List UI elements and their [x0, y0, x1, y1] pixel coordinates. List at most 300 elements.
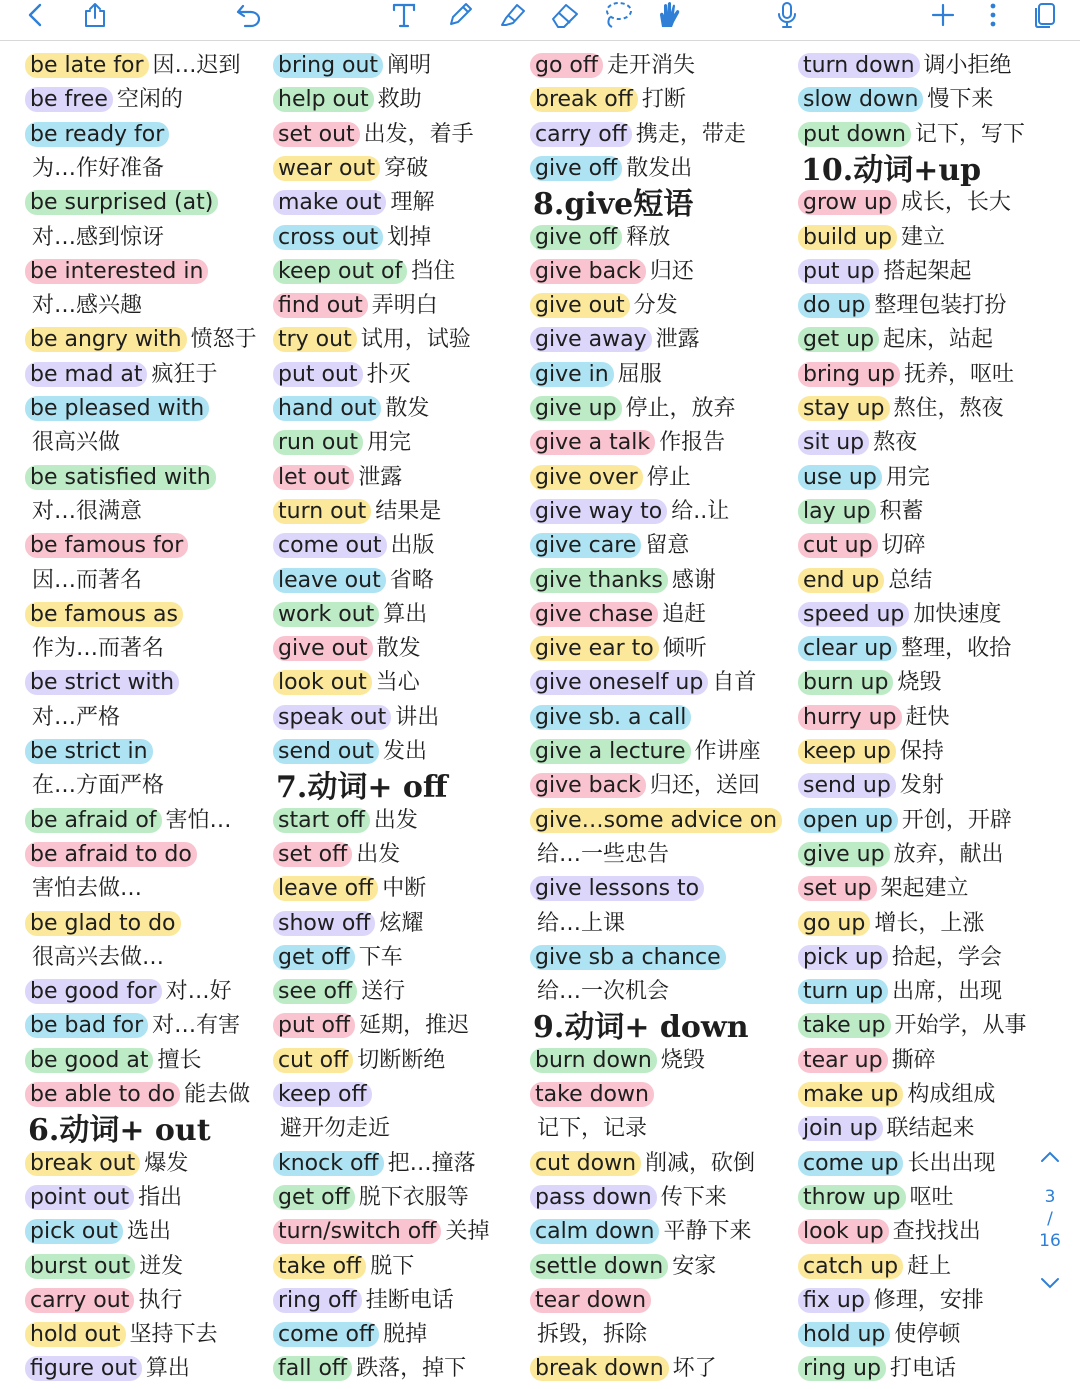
phrase-row	[276, 291, 438, 323]
phrase-row	[28, 154, 164, 186]
phrase-row	[801, 874, 969, 906]
translation-text: 用完	[366, 430, 411, 456]
translation-text: 赶快	[905, 704, 950, 730]
phrase-row	[533, 771, 760, 803]
translation-text: 扑灭	[366, 361, 411, 387]
phrase-text: get off	[273, 1185, 355, 1210]
phrase-text: hold out	[25, 1322, 126, 1347]
phrase-text: pick up	[798, 945, 888, 970]
phrase-row	[28, 1080, 250, 1112]
phrase-text: give away	[530, 327, 652, 352]
phrase-text: give out	[273, 636, 373, 661]
phrase-text: ring off	[273, 1288, 362, 1313]
phrase-row	[28, 1320, 218, 1352]
phrase-row	[533, 1354, 717, 1386]
phrase-row	[276, 1080, 372, 1112]
phrase-row	[28, 497, 142, 529]
chevron-down-icon[interactable]	[1038, 1274, 1062, 1292]
translation-text: 开创，开辟	[901, 807, 1012, 833]
phrase-row	[801, 85, 993, 117]
page-total: 16	[1039, 1231, 1061, 1251]
phrase-text: set out	[273, 122, 360, 147]
phrase-row	[533, 291, 678, 323]
phrase-row	[533, 257, 694, 289]
phrase-text: be pleased with	[25, 396, 209, 421]
phrase-row	[276, 1114, 390, 1146]
phrase-row	[533, 874, 704, 906]
phrase-row	[801, 909, 984, 941]
phrase-text: keep up	[798, 739, 896, 764]
phrase-row	[28, 943, 164, 975]
phrase-row	[533, 1183, 727, 1215]
translation-text: 很高兴做	[32, 430, 121, 456]
translation-text: 讲出	[395, 704, 440, 730]
phrase-row	[28, 566, 142, 598]
phrase-text: take off	[273, 1254, 366, 1279]
translation-text: 慢下来	[927, 87, 994, 113]
translation-text: 烧毁	[897, 670, 942, 696]
phrase-row	[533, 394, 736, 426]
phrase-row	[28, 1217, 171, 1249]
phrase-text: give ear to	[530, 636, 659, 661]
translation-text: 架起建立	[880, 876, 969, 902]
translation-text: 把…撞落	[387, 1150, 476, 1176]
phrase-text: clear up	[798, 636, 897, 661]
phrase-row	[28, 668, 179, 700]
translation-text: 分发	[633, 293, 678, 319]
phrase-text: put off	[273, 1013, 355, 1038]
phrase-text: tear down	[530, 1288, 651, 1313]
phrase-text: take up	[798, 1013, 891, 1038]
page-indicator	[1030, 1140, 1070, 1320]
translation-text: 归还	[649, 258, 694, 284]
phrase-row	[276, 874, 426, 906]
phrase-row	[801, 600, 1001, 632]
phrase-text: give over	[530, 465, 643, 490]
phrase-row	[276, 566, 434, 598]
translation-text: 长出出现	[907, 1150, 996, 1176]
phrase-row	[276, 85, 422, 117]
translation-text: 整理包装打扮	[874, 293, 1007, 319]
phrase-row	[28, 840, 197, 872]
translation-text: 修理，安排	[873, 1287, 984, 1313]
phrase-row	[276, 806, 418, 838]
translation-text: 停止	[646, 464, 691, 490]
phrase-row	[276, 977, 405, 1009]
phrase-row	[28, 874, 142, 906]
phrase-row	[28, 291, 142, 323]
phrase-row	[801, 806, 1012, 838]
translation-text: 削减，砍倒	[645, 1150, 756, 1176]
phrase-row	[533, 1080, 654, 1112]
pen-icon[interactable]	[442, 0, 478, 30]
phrase-row	[533, 531, 689, 563]
phrase-row	[533, 840, 669, 872]
phrase-text: be angry with	[25, 327, 187, 352]
phrase-text: hold up	[798, 1322, 890, 1347]
phrase-row	[533, 943, 726, 975]
translation-text: 起床，站起	[883, 327, 994, 353]
phrase-text: give up	[530, 396, 622, 421]
phrase-row	[276, 120, 474, 152]
phrase-text: fix up	[798, 1288, 870, 1313]
phrase-row	[276, 909, 423, 941]
phrase-text: be bad for	[25, 1013, 148, 1038]
phrase-row	[28, 1149, 188, 1181]
translation-text: 对…好	[165, 979, 232, 1005]
translation-text: 构成组成	[907, 1082, 996, 1107]
phrase-row	[276, 634, 421, 666]
phrase-row	[533, 1320, 647, 1352]
translation-text: 携走，带走	[635, 121, 746, 147]
phrase-text: give lessons to	[530, 876, 704, 901]
page-separator: /	[1047, 1209, 1053, 1229]
phrase-text: be famous for	[25, 533, 188, 558]
phrase-text: break out	[25, 1151, 140, 1176]
phrase-row	[801, 531, 926, 563]
phrase-text: ring up	[798, 1356, 886, 1381]
mic-icon[interactable]	[772, 0, 802, 30]
phrase-row	[533, 1252, 716, 1284]
phrase-text: give back	[530, 259, 646, 284]
phrase-text: be afraid to do	[25, 842, 197, 867]
phrase-text: take down	[530, 1082, 654, 1107]
phrase-row	[801, 325, 993, 357]
phrase-text: burn up	[798, 670, 893, 695]
phrase-row	[28, 360, 218, 392]
phrase-text: lay up	[798, 499, 876, 524]
phrase-row	[533, 463, 691, 495]
translation-text: 理解	[390, 190, 435, 216]
phrase-row	[28, 531, 188, 563]
translation-text: 脱下衣服等	[358, 1184, 469, 1210]
phrase-text: be glad to do	[25, 911, 181, 936]
toolbar	[0, 0, 1080, 41]
phrase-text: cut up	[798, 533, 878, 558]
translation-text: 指出	[138, 1184, 183, 1210]
translation-text: 延期，推迟	[359, 1013, 470, 1039]
phrase-row	[533, 325, 700, 357]
translation-text: 给…一次机会	[537, 979, 670, 1005]
translation-text: 散发	[385, 396, 430, 421]
phrase-text: grow up	[798, 190, 897, 215]
translation-text: 安家	[672, 1253, 717, 1279]
translation-text: 切断断绝	[357, 1047, 446, 1073]
phrase-row	[276, 1354, 466, 1386]
phrase-row	[533, 1114, 647, 1146]
translation-text: 试用，试验	[360, 327, 471, 353]
phrase-text: cut down	[530, 1151, 641, 1176]
phrase-row	[801, 1286, 984, 1318]
back-icon[interactable]	[20, 0, 52, 30]
phrase-text: speed up	[798, 602, 909, 627]
translation-text: 停止，放弃	[625, 396, 736, 421]
translation-text: 选出	[126, 1219, 171, 1245]
translation-text: 作报告	[659, 430, 726, 456]
chevron-up-icon[interactable]	[1038, 1148, 1062, 1166]
translation-text: 平静下来	[663, 1219, 752, 1245]
translation-text: 发出	[382, 739, 427, 764]
phrase-text: send up	[798, 773, 896, 798]
translation-text: 倾听	[662, 636, 707, 662]
phrase-text: burst out	[25, 1254, 135, 1279]
translation-text: 查找找出	[892, 1219, 981, 1245]
phrase-row	[801, 943, 1002, 975]
translation-text: 害怕去做…	[32, 876, 143, 902]
phrase-text: run out	[273, 430, 363, 455]
section-heading: 9.动词+ down	[533, 1010, 749, 1046]
translation-text: 屈服	[617, 361, 662, 387]
phrase-text: send out	[273, 739, 379, 764]
phrase-row	[533, 668, 756, 700]
phrase-text: get off	[273, 945, 355, 970]
phrase-row	[801, 668, 941, 700]
translation-text: 空闲的	[116, 87, 183, 113]
phrase-text: be strict in	[25, 739, 153, 764]
phrase-row	[533, 1149, 755, 1181]
phrase-text: leave out	[273, 568, 386, 593]
phrase-row	[533, 1286, 651, 1318]
phrase-text: give out	[530, 293, 630, 318]
translation-text: 划掉	[387, 224, 432, 250]
translation-text: 对…很满意	[32, 498, 143, 524]
translation-text: 给…一些忠告	[537, 841, 670, 867]
phrase-row	[533, 634, 707, 666]
phrase-row	[276, 1320, 427, 1352]
phrase-text: wear out	[273, 156, 380, 181]
phrase-text: throw up	[798, 1185, 906, 1210]
translation-text: 害怕…	[165, 807, 232, 833]
pages-icon[interactable]	[1028, 0, 1062, 30]
phrase-row	[533, 428, 725, 460]
phrase-text: give sb a chance	[530, 945, 726, 970]
phrase-row	[801, 977, 1002, 1009]
translation-text: 脱掉	[383, 1322, 428, 1348]
phrase-text: be surprised (at)	[25, 190, 218, 215]
phrase-row	[276, 257, 455, 289]
phrase-row	[801, 291, 1006, 323]
hand-icon[interactable]	[652, 0, 686, 30]
translation-text: 疯狂于	[151, 361, 218, 387]
translation-text: 成长，长大	[900, 190, 1011, 216]
phrase-row	[276, 840, 400, 872]
undo-icon[interactable]	[232, 0, 266, 30]
phrase-text: slow down	[798, 87, 923, 112]
translation-text: 熬夜	[873, 430, 918, 456]
phrase-row	[28, 634, 164, 666]
translation-text: 救助	[377, 87, 422, 113]
phrase-row	[533, 85, 686, 117]
phrase-row	[801, 360, 1014, 392]
phrase-row	[276, 394, 429, 426]
phrase-text: settle down	[530, 1254, 668, 1279]
phrase-text: stay up	[798, 396, 890, 421]
phrase-row	[28, 1252, 183, 1284]
phrase-text: give off	[530, 156, 622, 181]
phrase-row	[276, 668, 420, 700]
translation-text: 对…感兴趣	[32, 293, 143, 319]
phrase-row	[28, 1183, 182, 1215]
phrase-text: bring out	[273, 53, 383, 78]
translation-text: 搭起架起	[883, 258, 972, 284]
translation-text: 弄明白	[371, 293, 438, 319]
phrase-row	[801, 120, 1025, 152]
phrase-row	[28, 600, 183, 632]
phrase-row	[533, 51, 695, 83]
phrase-row	[801, 1217, 981, 1249]
phrase-text: pick out	[25, 1219, 123, 1244]
note-page[interactable]	[0, 41, 1080, 1389]
phrase-row	[801, 634, 1011, 666]
translation-text: 在…方面严格	[32, 773, 165, 799]
phrase-row	[801, 1046, 936, 1078]
translation-text: 泄露	[358, 464, 403, 490]
eraser-icon[interactable]	[546, 0, 584, 30]
phrase-text: put up	[798, 259, 879, 284]
translation-text: 撕碎	[891, 1047, 936, 1073]
translation-text: 作讲座	[694, 739, 761, 764]
phrase-row	[533, 566, 716, 598]
phrase-text: show off	[273, 911, 375, 936]
translation-text: 结果是	[375, 498, 442, 524]
phrase-row	[533, 806, 782, 838]
phrase-row	[28, 806, 232, 838]
translation-text: 归还，送回	[649, 773, 760, 799]
phrase-row	[533, 703, 691, 735]
translation-text: 下车	[358, 944, 403, 970]
phrase-row	[533, 737, 761, 769]
translation-text: 记下，记录	[537, 1116, 648, 1142]
translation-text: 加快速度	[913, 601, 1002, 627]
phrase-text: come up	[798, 1151, 903, 1176]
phrase-row	[276, 51, 431, 83]
lasso-icon[interactable]	[600, 0, 636, 30]
translation-text: 拾起，学会	[891, 944, 1002, 970]
translation-text: 积蓄	[879, 498, 924, 524]
phrase-text: start off	[273, 808, 370, 833]
phrase-text: knock off	[273, 1151, 384, 1176]
translation-text: 打电话	[889, 1356, 956, 1382]
phrase-text: cut off	[273, 1048, 353, 1073]
phrase-row	[533, 1217, 752, 1249]
translation-text: 算出	[383, 601, 428, 627]
phrase-row	[801, 1252, 951, 1284]
phrase-text: tear up	[798, 1048, 888, 1073]
phrase-row	[276, 1183, 469, 1215]
phrase-text: come off	[273, 1322, 379, 1347]
phrase-row	[801, 394, 1004, 426]
phrase-row	[28, 463, 216, 495]
phrase-row	[801, 188, 1011, 220]
translation-text: 自首	[712, 670, 757, 696]
translation-text: 算出	[145, 1356, 190, 1382]
phrase-row	[28, 1011, 240, 1043]
translation-text: 建立	[901, 224, 946, 250]
translation-text: 释放	[626, 224, 671, 250]
phrase-text: do up	[798, 293, 870, 318]
translation-text: 当心	[375, 670, 420, 696]
phrase-text: be strict with	[25, 670, 179, 695]
phrase-text: let out	[273, 465, 354, 490]
phrase-text: join up	[798, 1116, 883, 1141]
translation-text: 追赶	[662, 601, 707, 627]
phrase-row	[28, 771, 164, 803]
translation-text: 散发	[376, 636, 421, 662]
translation-text: 爆发	[144, 1150, 189, 1176]
phrase-row	[801, 771, 944, 803]
translation-text: 炫耀	[379, 910, 424, 936]
phrase-row	[276, 1011, 469, 1043]
phrase-text: make out	[273, 190, 386, 215]
phrase-text: sit up	[798, 430, 869, 455]
phrase-row	[801, 51, 1012, 83]
translation-text: 打断	[641, 87, 686, 113]
phrase-text: open up	[798, 808, 898, 833]
share-icon[interactable]	[78, 0, 112, 30]
translation-text: 调小拒绝	[923, 53, 1012, 78]
text-tool-icon[interactable]	[388, 0, 420, 30]
phrase-text: make up	[798, 1082, 903, 1107]
translation-text: 出发	[356, 841, 401, 867]
phrase-row	[276, 943, 403, 975]
translation-text: 放弃，献出	[893, 841, 1004, 867]
phrase-row	[276, 188, 434, 220]
phrase-row	[28, 325, 257, 357]
translation-text: 坏了	[672, 1356, 717, 1382]
phrase-row	[801, 223, 945, 255]
highlighter-icon[interactable]	[494, 0, 530, 30]
translation-text: 出版	[390, 533, 435, 559]
phrase-row	[801, 1114, 975, 1146]
translation-text: 出发	[373, 807, 418, 833]
phrase-row	[28, 703, 120, 735]
phrase-text: hurry up	[798, 705, 902, 730]
translation-text: 因…迟到	[152, 53, 241, 78]
phrase-text: speak out	[273, 705, 391, 730]
translation-text: 避开勿走近	[280, 1116, 391, 1142]
phrase-row	[276, 1286, 454, 1318]
phrase-text: put down	[798, 122, 911, 147]
translation-text: 总结	[888, 567, 933, 593]
phrase-row	[533, 120, 746, 152]
phrase-row	[28, 1354, 190, 1386]
translation-text: 擅长	[157, 1047, 202, 1073]
translation-text: 联结起来	[886, 1116, 975, 1142]
translation-text: 散发出	[626, 155, 693, 181]
phrase-text: go up	[798, 911, 870, 936]
phrase-row	[801, 703, 950, 735]
translation-text: 整理，收拾	[901, 636, 1012, 662]
phrase-row	[801, 1011, 1027, 1043]
phrase-text: pass down	[530, 1185, 657, 1210]
phrase-text: hand out	[273, 396, 381, 421]
more-icon[interactable]	[982, 0, 1004, 30]
translation-text: 很高兴去做…	[32, 944, 165, 970]
phrase-text: fall off	[273, 1356, 352, 1381]
phrase-text: break down	[530, 1356, 669, 1381]
phrase-text: give up	[798, 842, 890, 867]
phrase-text: set off	[273, 842, 352, 867]
translation-text: 对…有害	[152, 1013, 241, 1039]
phrase-text: turn up	[798, 979, 888, 1004]
phrase-text: turn down	[798, 53, 920, 78]
phrase-row	[28, 51, 241, 83]
translation-text: 脱下	[370, 1253, 415, 1279]
phrase-text: figure out	[25, 1356, 142, 1381]
translation-text: 保持	[899, 739, 944, 764]
translation-text: 作为…而著名	[32, 636, 165, 662]
add-icon[interactable]	[928, 0, 958, 30]
